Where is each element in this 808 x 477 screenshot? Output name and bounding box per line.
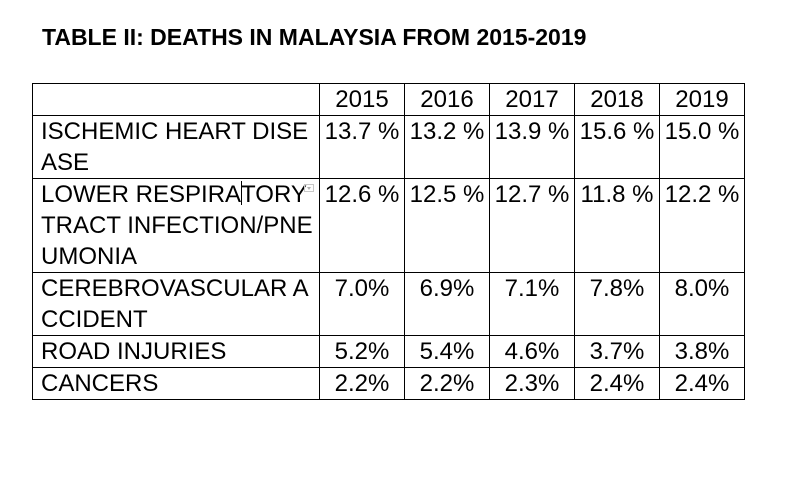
- table-row: [33, 179, 745, 273]
- table-cell: 2.3%: [490, 368, 575, 400]
- table-cell: 8.0%: [660, 273, 745, 336]
- header-cell-2019: 2019: [660, 84, 745, 116]
- header-cell-2016: 2016: [405, 84, 490, 116]
- table-cell: 15.0 %: [660, 116, 745, 179]
- table-cell: 12.6 %: [320, 179, 405, 273]
- table-cell: 13.9 %: [490, 116, 575, 179]
- table-cell: 12.2 %: [660, 179, 745, 273]
- header-cell-empty: [33, 84, 320, 116]
- table-cell: 12.7 %: [490, 179, 575, 273]
- table-row: [33, 336, 745, 368]
- row-label-lower-respiratory-tract-infection[interactable]: [33, 179, 320, 273]
- label-text-part2: TORY TRACT INFECTION/PNEUMONIA: [41, 181, 313, 270]
- table-cell: 5.4%: [405, 336, 490, 368]
- table-cell: 11.8 %: [575, 179, 660, 273]
- header-cell-2015: 2015: [320, 84, 405, 116]
- table-cell: 15.6 %: [575, 116, 660, 179]
- table-cell: 2.4%: [575, 368, 660, 400]
- header-cell-2017: 2017: [490, 84, 575, 116]
- table-cell: 13.7 %: [320, 116, 405, 179]
- table-cell: 3.7%: [575, 336, 660, 368]
- table-cell: 7.8%: [575, 273, 660, 336]
- table-cell: 3.8%: [660, 336, 745, 368]
- table-row: [33, 368, 745, 400]
- table-cell: 7.0%: [320, 273, 405, 336]
- row-label-ischemic-heart-disease: ISCHEMIC HEART DISEASE: [33, 116, 320, 179]
- row-label-cancers: CANCERS: [33, 368, 320, 400]
- table-row: [33, 116, 745, 179]
- label-text-part1: LOWER RESPIRA: [41, 181, 242, 208]
- table-cell: 2.2%: [405, 368, 490, 400]
- deaths-table: [32, 83, 745, 400]
- table-cell: 2.4%: [660, 368, 745, 400]
- table-cell: 7.1%: [490, 273, 575, 336]
- table-cell: 5.2%: [320, 336, 405, 368]
- table-cell: 4.6%: [490, 336, 575, 368]
- row-label-cerebrovascular-accident: CEREBROVASCULAR ACCIDENT: [33, 273, 320, 336]
- table-cell: 12.5 %: [405, 179, 490, 273]
- table-cell: 2.2%: [320, 368, 405, 400]
- table-row: [33, 273, 745, 336]
- row-label-road-injuries: ROAD INJURIES: [33, 336, 320, 368]
- table-header-row: [33, 84, 745, 116]
- cell-dropdown-icon[interactable]: [304, 184, 314, 192]
- table-title: TABLE II: DEATHS IN MALAYSIA FROM 2015-2019: [42, 24, 587, 50]
- header-cell-2018: 2018: [575, 84, 660, 116]
- table-cell: 13.2 %: [405, 116, 490, 179]
- table-cell: 6.9%: [405, 273, 490, 336]
